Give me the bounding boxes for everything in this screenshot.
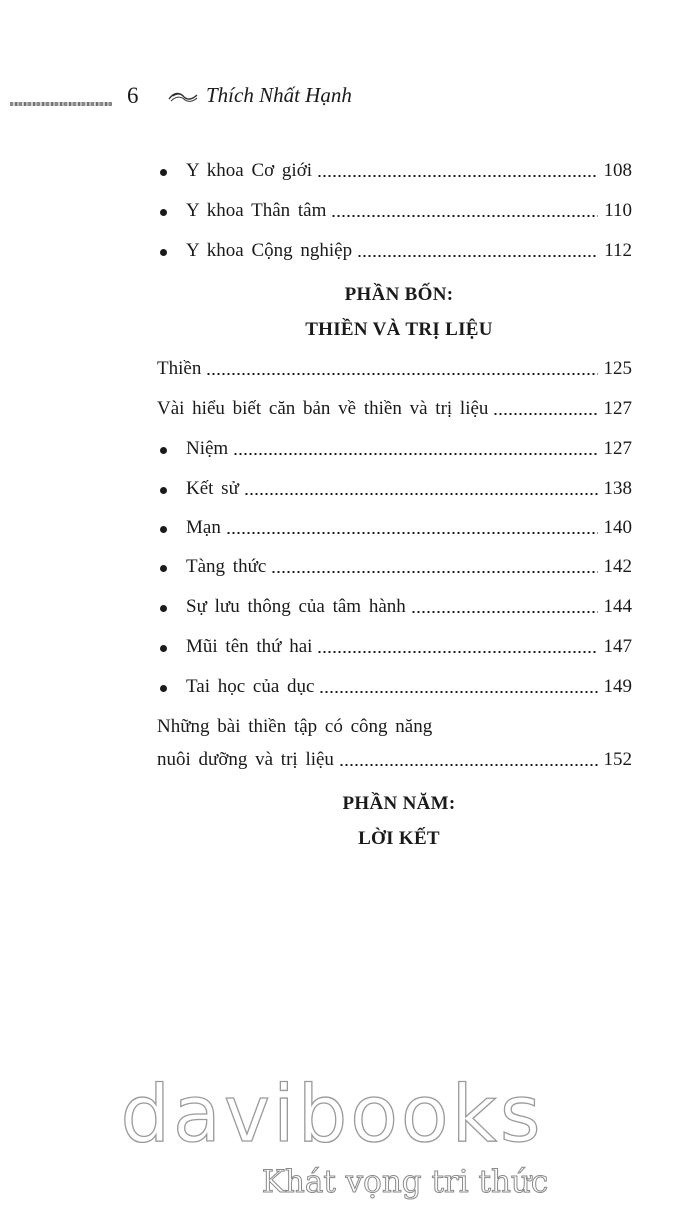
- toc-entry[interactable]: [186, 552, 632, 582]
- part-subtitle: LỜI KẾT: [358, 828, 440, 849]
- toc-entry-title: Thiền: [157, 358, 202, 379]
- running-header: [0, 80, 700, 116]
- toc-entry-title: nuôi dưỡng và trị liệu: [157, 749, 334, 770]
- toc-entry-page: 144: [603, 596, 632, 617]
- dot-leader: [319, 691, 597, 693]
- toc-entry-page: 147: [603, 636, 632, 657]
- toc-entry-title-line1[interactable]: Những bài thiền tập có công năng: [157, 716, 433, 737]
- toc-entry-title: Mũi tên thứ hai: [186, 636, 313, 657]
- toc-entry-page: 138: [603, 478, 632, 499]
- bullet-icon: [160, 249, 167, 256]
- ornament-icon: [168, 90, 198, 104]
- toc-entry-page: 127: [603, 398, 632, 419]
- toc-entry-page: 140: [603, 517, 632, 538]
- toc-entry[interactable]: [186, 592, 632, 622]
- toc-entry-page: 152: [603, 749, 632, 770]
- toc-line: [0, 632, 700, 662]
- toc-entry[interactable]: [157, 745, 632, 775]
- toc-entry-title: Y khoa Thân tâm: [186, 200, 327, 221]
- bullet-icon: [160, 487, 167, 494]
- watermark-tagline: Khát vọng tri thức: [261, 1164, 549, 1200]
- header-rule: [10, 102, 112, 106]
- toc-line: [0, 474, 700, 504]
- bullet-icon: [160, 645, 167, 652]
- toc-entry-page: 110: [604, 200, 632, 221]
- toc-entry-page: 149: [603, 676, 632, 697]
- toc-line: [0, 592, 700, 622]
- bullet-icon: [160, 169, 167, 176]
- toc-entry[interactable]: [186, 156, 632, 186]
- dot-leader: [244, 493, 598, 495]
- toc-line: [0, 394, 700, 424]
- part-heading: PHẦN BỐN:: [344, 284, 454, 305]
- toc-line: [0, 196, 700, 226]
- bullet-icon: [160, 526, 167, 533]
- toc-entry[interactable]: [186, 672, 632, 702]
- dot-leader: [331, 215, 598, 217]
- dot-leader: [357, 255, 598, 257]
- toc-entry-title: Tai học của dục: [186, 676, 315, 697]
- bullet-icon: [160, 685, 167, 692]
- toc-line: [0, 434, 700, 464]
- toc-entry-title: Sự lưu thông của tâm hành: [186, 596, 406, 617]
- toc-entry-title: Y khoa Cộng nghiệp: [186, 240, 353, 261]
- dot-leader: [339, 764, 598, 766]
- toc-line: [0, 354, 700, 384]
- dot-leader: [411, 611, 598, 613]
- toc-entry-title: Niệm: [186, 438, 229, 459]
- toc-entry-page: 142: [603, 556, 632, 577]
- dot-leader: [226, 532, 598, 534]
- dot-leader: [233, 453, 597, 455]
- toc-entry-page: 112: [604, 240, 632, 261]
- toc-entry[interactable]: [157, 354, 632, 384]
- bullet-icon: [160, 605, 167, 612]
- bullet-icon: [160, 447, 167, 454]
- dot-leader: [206, 373, 597, 375]
- toc-entry-title: Tàng thức: [186, 556, 267, 577]
- toc-entry[interactable]: [186, 196, 632, 226]
- toc-line: [0, 156, 700, 186]
- toc-entry-page: 127: [603, 438, 632, 459]
- dot-leader: [271, 571, 597, 573]
- part-heading: PHẦN NĂM:: [342, 793, 456, 814]
- toc-entry[interactable]: [186, 513, 632, 543]
- toc-entry-title: Mạn: [186, 517, 221, 538]
- toc-entry-page: 108: [603, 160, 632, 181]
- toc-entry[interactable]: [186, 236, 632, 266]
- toc-entry-title: Vài hiểu biết căn bản về thiền và trị liệu: [157, 398, 489, 419]
- toc-line: [0, 513, 700, 543]
- bullet-icon: [160, 565, 167, 572]
- toc-line: [0, 552, 700, 582]
- watermark-brand: davibooks: [120, 1070, 544, 1160]
- toc-entry-title: Y khoa Cơ giới: [186, 160, 313, 181]
- toc-line: [0, 672, 700, 702]
- toc-entry[interactable]: [157, 394, 632, 424]
- toc-entry-page: 125: [603, 358, 632, 379]
- toc-line: [0, 745, 700, 775]
- toc-entry[interactable]: [186, 434, 632, 464]
- page-number: 6: [127, 83, 139, 108]
- toc-entry[interactable]: [186, 474, 632, 504]
- toc-entry-title: Kết sử: [186, 478, 239, 499]
- toc-entry[interactable]: [186, 632, 632, 662]
- dot-leader: [317, 175, 597, 177]
- dot-leader: [493, 413, 597, 415]
- bullet-icon: [160, 209, 167, 216]
- toc-line: [0, 236, 700, 266]
- book-author-title: Thích Nhất Hạnh: [206, 83, 352, 107]
- toc-line: [0, 712, 700, 742]
- dot-leader: [317, 651, 597, 653]
- part-subtitle: THIỀN VÀ TRỊ LIỆU: [305, 319, 493, 340]
